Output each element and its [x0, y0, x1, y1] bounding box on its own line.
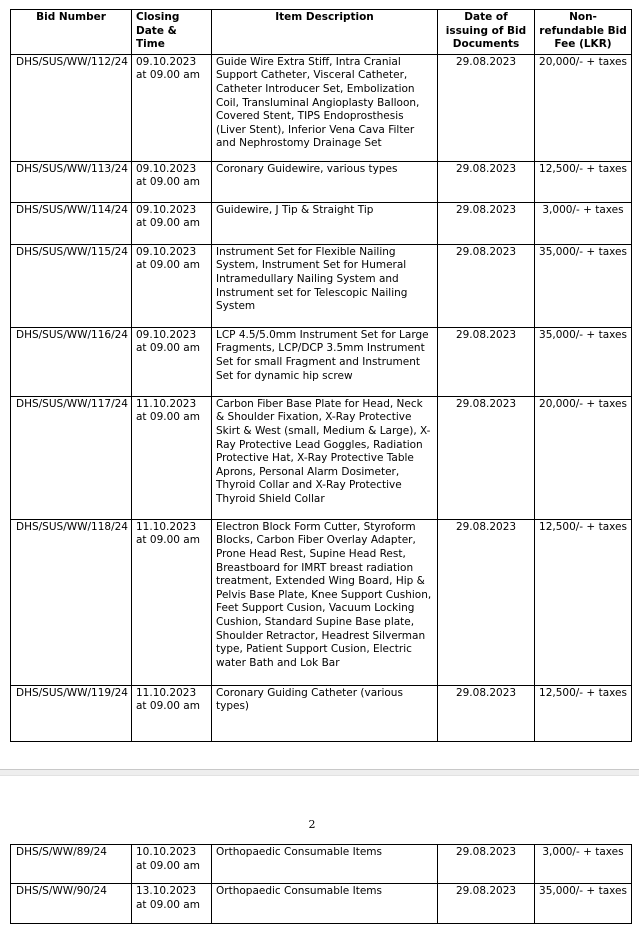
item-description-cell: Carbon Fiber Base Plate for Head, Neck & Shoulder Fixation, X-Ray Protective Skirt & West (small, Medium & Large), X-Ray Protective Lead Goggles, Radiation Protective Hat, X-Ray Protective Table Aprons, Personal Alarm Dosimeter, Thyroid Collar and X-Ray Protective Thyroid Shield Collar: [212, 396, 438, 519]
item-description-cell: Guide Wire Extra Stiff, Intra Cranial Support Catheter, Visceral Catheter, Catheter Introducer Set, Embolization Coil, Transluminal Angioplasty Balloon, Covered Stent, TIPS Endoprosthesis (Liver Stent), Inferior Vena Cava Filter and Nephrostomy Drainage Set: [212, 54, 438, 161]
closing-date-cell: 13.10.2023 at 09.00 am: [132, 884, 212, 924]
item-description-cell: Guidewire, J Tip & Straight Tip: [212, 202, 438, 244]
header-closing-date: Closing Date & Time: [132, 10, 212, 55]
issue-date-cell: 29.08.2023: [438, 161, 535, 202]
table-header-row: [11, 10, 632, 55]
bid-fee-cell: 35,000/- + taxes: [535, 884, 632, 924]
closing-date-cell: 09.10.2023 at 09.00 am: [132, 202, 212, 244]
closing-date-cell: 09.10.2023 at 09.00 am: [132, 161, 212, 202]
issue-date-cell: 29.08.2023: [438, 244, 535, 327]
item-description-cell: Electron Block Form Cutter, Styroform Blocks, Carbon Fiber Overlay Adapter, Prone Head Rest, Supine Head Rest, Breastboard for IMRT breast radiation treatment, Extended Wing Board, Hip & Pelvis Base Plate, Knee Support Cushion, Feet Support Cusion, Vacuum Locking Cushion, Standard Supine Base plate, Shoulder Retractor, Headrest Silverman type, Patient Support Cusion, Electric water Bath and Lok Bar: [212, 519, 438, 685]
item-description-cell: Coronary Guidewire, various types: [212, 161, 438, 202]
table-row: [11, 54, 632, 161]
closing-date-cell: 09.10.2023 at 09.00 am: [132, 327, 212, 396]
issue-date-cell: 29.08.2023: [438, 202, 535, 244]
table-row: [11, 244, 632, 327]
bid-fee-cell: 3,000/- + taxes: [535, 845, 632, 884]
issue-date-cell: 29.08.2023: [438, 396, 535, 519]
table-row: [11, 161, 632, 202]
issue-date-cell: 29.08.2023: [438, 54, 535, 161]
header-bid-number: Bid Number: [11, 10, 132, 55]
issue-date-cell: 29.08.2023: [438, 845, 535, 884]
issue-date-cell: 29.08.2023: [438, 685, 535, 741]
item-description-cell: Instrument Set for Flexible Nailing System, Instrument Set for Humeral Intramedullary Nailing System and Instrument set for Telescopic Nailing System: [212, 244, 438, 327]
bid-fee-cell: 3,000/- + taxes: [535, 202, 632, 244]
issue-date-cell: 29.08.2023: [438, 327, 535, 396]
bid-fee-cell: 12,500/- + taxes: [535, 519, 632, 685]
bid-number-cell: DHS/SUS/WW/117/24: [11, 396, 132, 519]
item-description-cell: Coronary Guiding Catheter (various types): [212, 685, 438, 741]
bid-number-cell: DHS/SUS/WW/116/24: [11, 327, 132, 396]
closing-date-cell: 11.10.2023 at 09.00 am: [132, 519, 212, 685]
bid-fee-cell: 12,500/- + taxes: [535, 161, 632, 202]
bid-number-cell: DHS/SUS/WW/114/24: [11, 202, 132, 244]
bid-fee-cell: 35,000/- + taxes: [535, 327, 632, 396]
issue-date-cell: 29.08.2023: [438, 884, 535, 924]
issue-date-cell: 29.08.2023: [438, 519, 535, 685]
table-row: [11, 327, 632, 396]
bid-table-page-1: [10, 9, 632, 742]
bid-number-cell: DHS/SUS/WW/115/24: [11, 244, 132, 327]
bid-table-page-2: [10, 844, 632, 924]
bid-fee-cell: 12,500/- + taxes: [535, 685, 632, 741]
table-row: [11, 519, 632, 685]
closing-date-cell: 10.10.2023 at 09.00 am: [132, 845, 212, 884]
header-bid-fee: Non-refundable Bid Fee (LKR): [535, 10, 632, 55]
table-row: [11, 845, 632, 884]
bid-fee-cell: 20,000/- + taxes: [535, 396, 632, 519]
bid-number-cell: DHS/S/WW/90/24: [11, 884, 132, 924]
table-row: [11, 884, 632, 924]
closing-date-cell: 11.10.2023 at 09.00 am: [132, 396, 212, 519]
page-number: 2: [308, 818, 316, 831]
bid-number-cell: DHS/SUS/WW/112/24: [11, 54, 132, 161]
closing-date-cell: 09.10.2023 at 09.00 am: [132, 54, 212, 161]
bid-number-cell: DHS/SUS/WW/113/24: [11, 161, 132, 202]
item-description-cell: Orthopaedic Consumable Items: [212, 884, 438, 924]
table-row: [11, 396, 632, 519]
bid-fee-cell: 35,000/- + taxes: [535, 244, 632, 327]
bid-number-cell: DHS/S/WW/89/24: [11, 845, 132, 884]
item-description-cell: LCP 4.5/5.0mm Instrument Set for Large Fragments, LCP/DCP 3.5mm Instrument Set for small Fragment and Instrument Set for dynamic hip screw: [212, 327, 438, 396]
header-issue-date: Date of issuing of Bid Documents: [438, 10, 535, 55]
closing-date-cell: 11.10.2023 at 09.00 am: [132, 685, 212, 741]
table-row: [11, 685, 632, 741]
table-row: [11, 202, 632, 244]
item-description-cell: Orthopaedic Consumable Items: [212, 845, 438, 884]
header-item-description: Item Description: [212, 10, 438, 55]
closing-date-cell: 09.10.2023 at 09.00 am: [132, 244, 212, 327]
page-break-divider-bottom: [0, 775, 639, 776]
bid-number-cell: DHS/SUS/WW/119/24: [11, 685, 132, 741]
bid-number-cell: DHS/SUS/WW/118/24: [11, 519, 132, 685]
bid-fee-cell: 20,000/- + taxes: [535, 54, 632, 161]
